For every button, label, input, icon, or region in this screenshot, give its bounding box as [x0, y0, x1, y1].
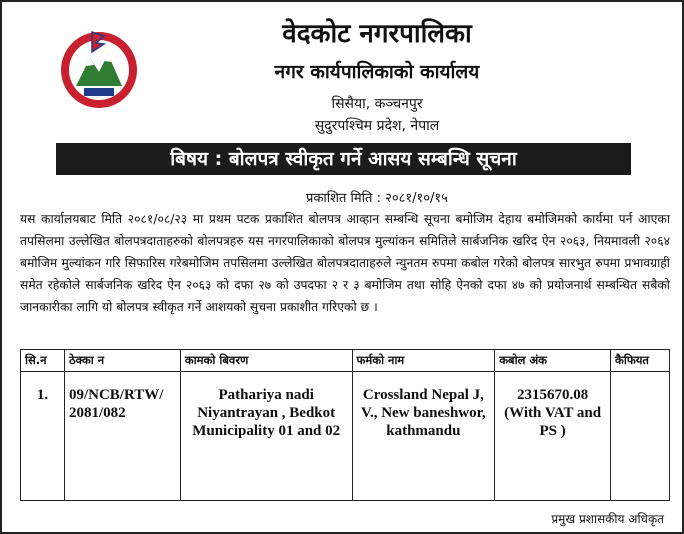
address-line-1: सिसैया, कञ्चनपुर: [331, 96, 423, 112]
office-name: वेदकोट नगरपालिका: [282, 19, 472, 49]
cell-firm: Crossland Nepal J, V., New baneshwor, kathmandu: [352, 372, 495, 501]
header-remarks: कैफियत: [611, 350, 670, 372]
header-sn: सि.न: [21, 350, 65, 372]
published-date: प्रकाशित मिति : २०८१/१०/१५: [306, 191, 448, 206]
contracts-table: [20, 349, 670, 501]
header-description: कामको बिवरण: [180, 350, 352, 372]
notice-body: यस कार्यालयबाट मिति २०८१/०८/२३ मा प्रथम पटक प्रकाशित बोलपत्र आव्हान सम्बन्धि सूचना बमोजिम देहाय बमोजिमको कार्यमा पर्न आएका तपसिलमा उल्लेखित बोलपत्रदाताहरुको बोलपत्रहरु यस नगरपालिकाको बोलपत्र मुल्यांकन समितिले सार्बजनिक खरिद ऐन २०६३, नियमावली २०६४ बमोजिम मुल्यांकन गरि सिफारिस गरेबमोजिम तपसिलमा उल्लेखित बोलपत्रदाताहरुले न्युनतम रुपमा कबोल गरेको बोलपत्र सारभुत रुपमा प्रभावग्राही समेत रहेकोले सार्बजनिक खरिद ऐन २०६३ को दफा २७ को उपदफा २ र ३ बमोजिम तथा सोहि ऐनको दफा ४७ को प्रयोजनार्थ सम्बन्धित सबैको जानकारीका लागि यो बोलपत्र स्वीकृत गर्ने आशयको सुचना प्रकाशीत गरिएको छ ।: [20, 212, 670, 314]
cell-remarks: [611, 372, 670, 501]
cell-sn: 1.: [21, 372, 65, 501]
municipality-emblem-icon: [56, 28, 142, 110]
signature-title: प्रमुख प्रशासकीय अधिकृत: [551, 512, 664, 526]
table-row: [21, 372, 670, 501]
header-firm: फर्मको नाम: [352, 350, 495, 372]
cell-description: Pathariya nadi Niyantrayan , Bedkot Municipality 01 and 02: [180, 372, 352, 501]
header-contract-no: ठेक्का न: [64, 350, 180, 372]
table-header-row: [21, 350, 670, 372]
address-line-2: सुदुरपश्चिम प्रदेश, नेपाल: [314, 118, 440, 134]
subject-heading: बिषय : बोलपत्र स्वीकृत गर्ने आसय सम्बन्धि सूचना: [56, 143, 631, 175]
office-subtitle: नगर कार्यपालिकाको कार्यालय: [274, 61, 480, 83]
cell-amount: 2315670.08 (With VAT and PS ): [495, 372, 611, 501]
cell-contract-no: 09/NCB/RTW/ 2081/082: [64, 372, 180, 501]
header-amount: कबोल अंक: [495, 350, 611, 372]
